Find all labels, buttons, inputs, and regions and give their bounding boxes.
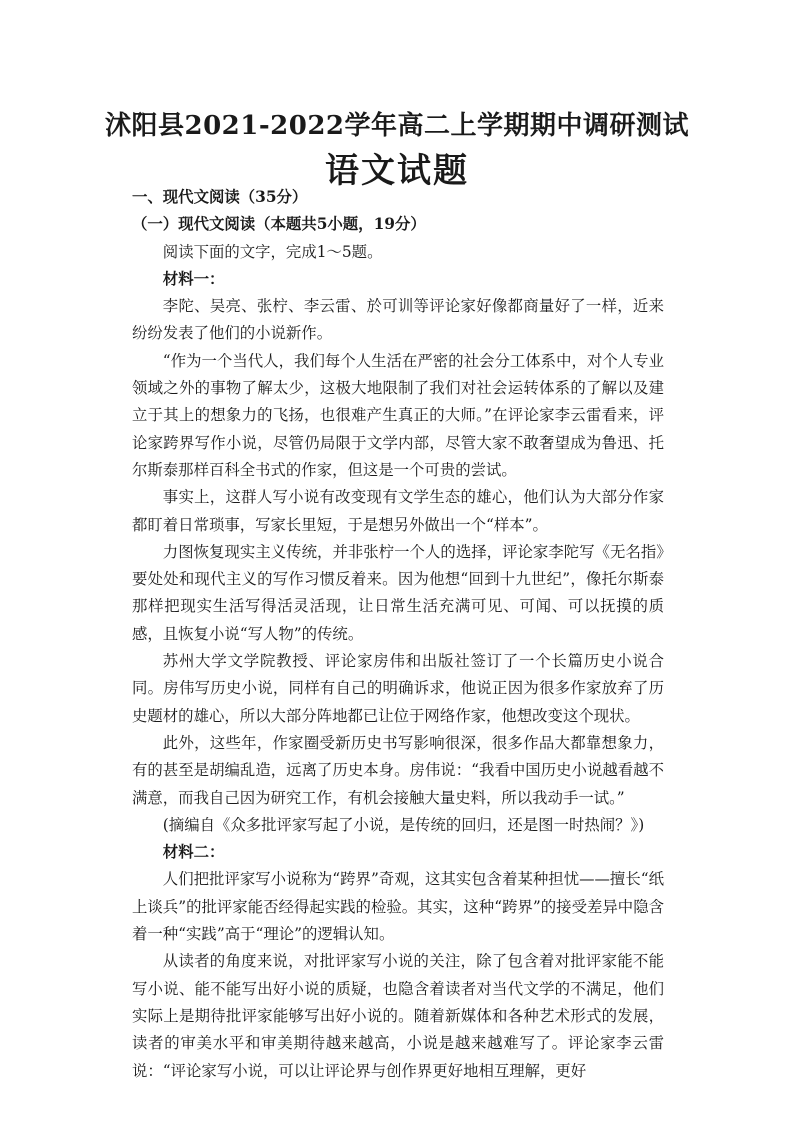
document-subtitle: 语文试题 — [325, 151, 469, 191]
material-1-source: (摘编自《众多批评家写起了小说，是传统的回归，还是图一时热闹？》) — [162, 815, 645, 834]
document-title: 沭阳县2021-2022学年高二上学期期中调研测试 — [104, 111, 690, 141]
material-1-paragraph: “作为一个当代人，我们每个人生活在严密的社会分工体系中，对个人专业领域之外的事物了解太少，这极大地限制了我们对社会运转体系的了解以及建立于其上的想象力的飞扬，也很难产生真正的大师。”在评论家李云雷看来，评论家跨界写作小说，尽管仍局限于文学内部，尽管大家不敢奢望成为鲁迅、托尔斯泰那样百科全书式的作家，但这是一个可贵的尝试。 — [132, 351, 664, 479]
material-1-paragraph: 此外，这些年，作家圈受新历史书写影响很深，很多作品大都靠想象力，有的甚至是胡编乱造，远离了历史本身。房伟说：“我看中国历史小说越看越不满意，而我自己因为研究工作，有机会接触大量史料，所以我动手一试。” — [132, 733, 664, 807]
material-1-paragraph: 李陀、吴亮、张柠、李云雷、於可训等评论家好像都商量好了一样，近来纷纷发表了他们的小说新作。 — [132, 297, 664, 343]
material-1-paragraph: 苏州大学文学院教授、评论家房伟和出版社签订了一个长篇历史小说合同。房伟写历史小说，同样有自己的明确诉求，他说正因为很多作家放弃了历史题材的雄心，所以大部分阵地都已让位于网络作家，他想改变这个现状。 — [132, 652, 664, 725]
subsection-heading: （一）现代文阅读（本题共5小题，19分） — [132, 215, 426, 234]
material-2-label: 材料二： — [162, 843, 225, 862]
material-2-paragraph: 从读者的角度来说，对批评家写小说的关注，除了包含着对批评家能不能写小说、能不能写出好小说的质疑，也隐含着读者对当代文学的不满足，他们实际上是期待批评家能够写出好小说的。随着新媒体和各种艺术形式的发展，读者的审美水平和审美期待越来越高，小说是越来越难写了。评论家李云雷说：“评论家写小说，可以让评论界与创作界更好地相互理解，更好 — [132, 952, 664, 1080]
instruction-text: 阅读下面的文字，完成1～5题。 — [162, 242, 383, 261]
material-2-paragraph: 人们把批评家写小说称为“跨界”奇观，这其实包含着某种担忧——擅长“纸上谈兵”的批评家能否经得起实践的检验。其实，这种“跨界”的接受差异中隐含着一种“实践”高于“理论”的逻辑认知。 — [132, 870, 664, 944]
material-1-paragraph: 事实上，这群人写小说有改变现有文学生态的雄心，他们认为大部分作家都盯着日常琐事，写家长里短，于是想另外做出一个“样本”。 — [132, 488, 664, 534]
section-heading: 一、现代文阅读（35分） — [132, 188, 308, 206]
material-1-paragraph: 力图恢复现实主义传统，并非张柠一个人的选择，评论家李陀写《无名指》要处处和现代主义的写作习惯反着来。因为他想“回到十九世纪”，像托尔斯泰那样把现实生活写得活灵活现，让日常生活充满可见、可闻、可以抚摸的质感，且恢复小说“写人物”的传统。 — [132, 542, 664, 643]
document-body — [132, 184, 664, 1085]
material-1-label: 材料一： — [162, 269, 225, 288]
